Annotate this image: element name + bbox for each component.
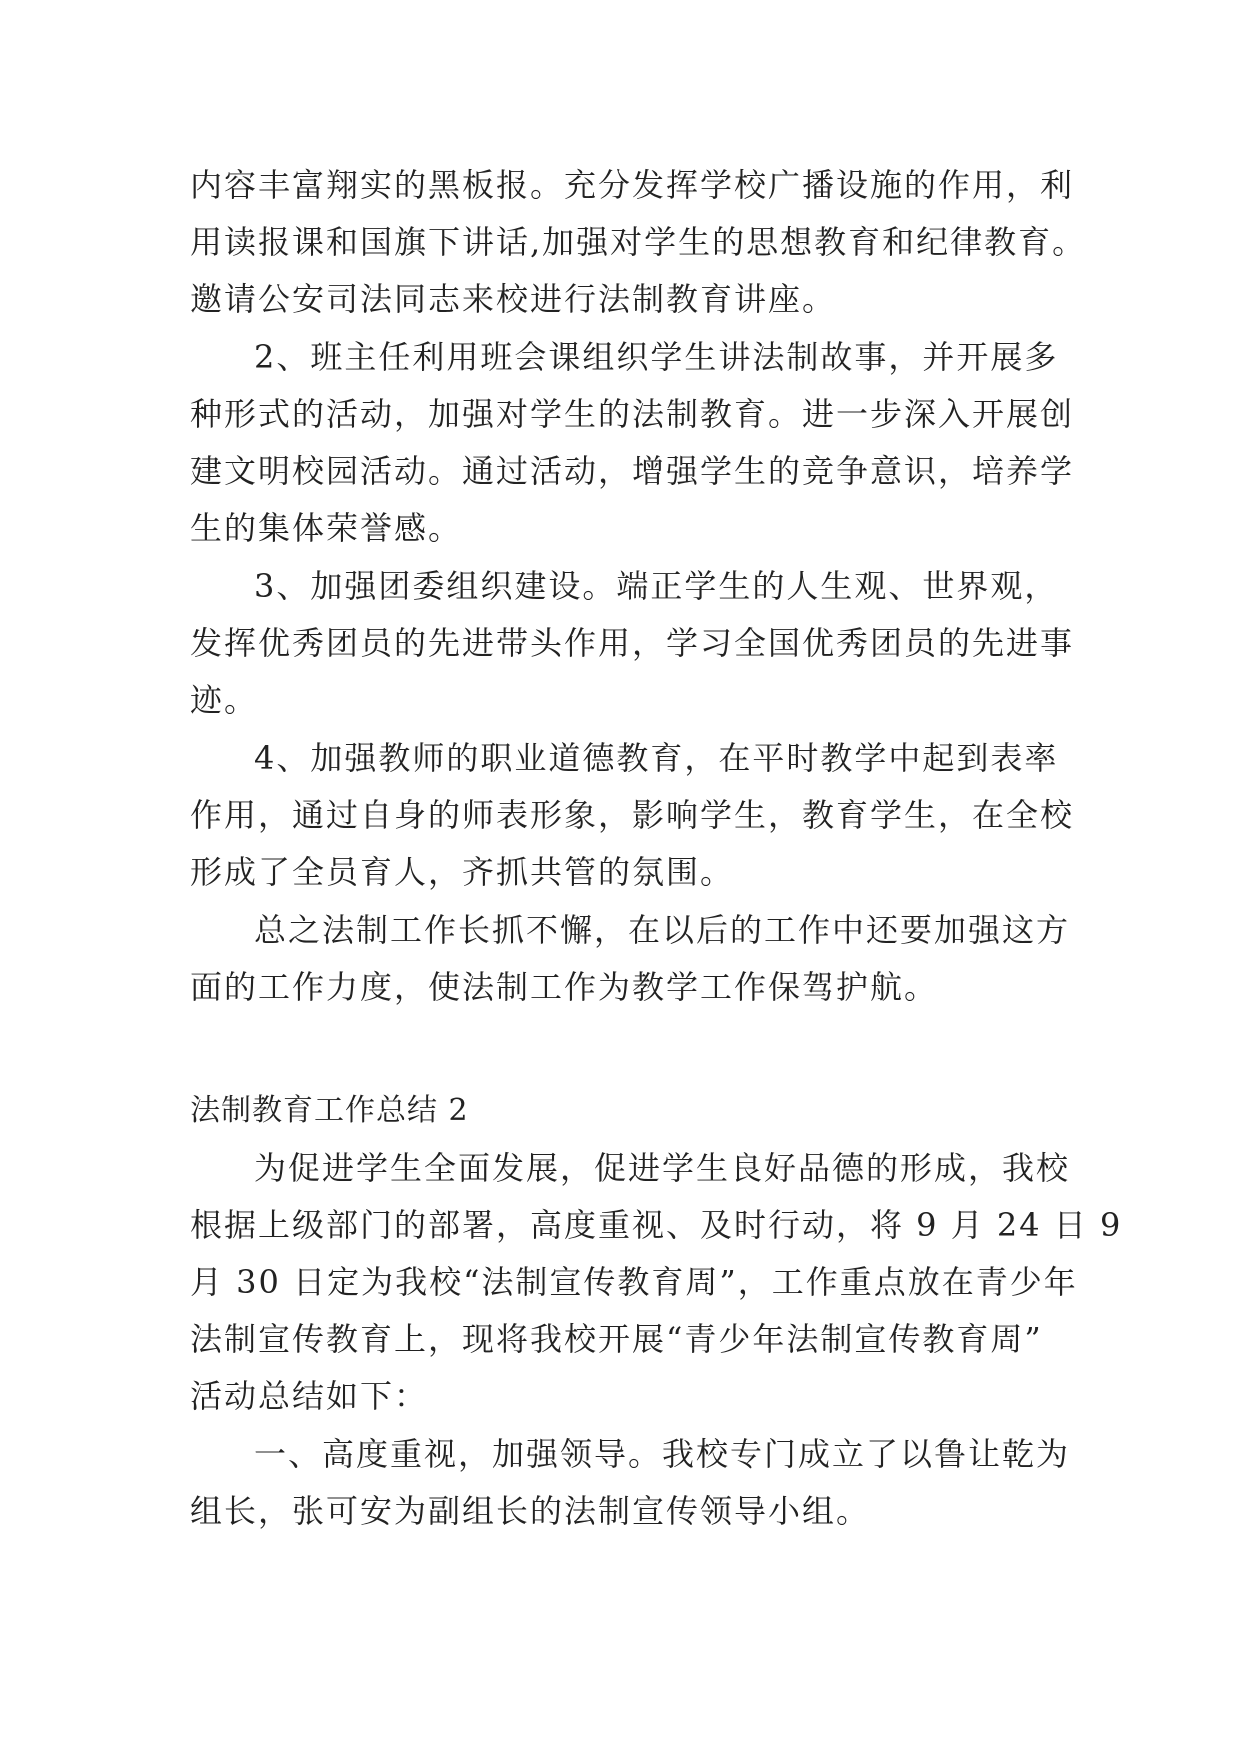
paragraph-line: 建文明校园活动。通过活动，增强学生的竞争意识，培养学 (190, 452, 1075, 490)
paragraph-line: 迹。 (190, 681, 259, 719)
paragraph-line: 作用，通过自身的师表形象，影响学生，教育学生，在全校 (190, 796, 1075, 834)
paragraph-line: 内容丰富翔实的黑板报。充分发挥学校广播设施的作用，利 (190, 166, 1075, 204)
paragraph-line: 2、班主任利用班会课组织学生讲法制故事，并开展多 (254, 338, 1059, 376)
paragraph-line: 邀请公安司法同志来校进行法制教育讲座。 (190, 280, 837, 318)
paragraph-line: 组长，张可安为副组长的法制宣传领导小组。 (190, 1492, 871, 1530)
paragraph-line: 发挥优秀团员的先进带头作用，学习全国优秀团员的先进事 (190, 624, 1075, 662)
paragraph-line: 一、高度重视，加强领导。我校专门成立了以鲁让乾为 (254, 1435, 1071, 1473)
paragraph-line: 面的工作力度，使法制工作为教学工作保驾护航。 (190, 968, 939, 1006)
paragraph-line: 形成了全员育人，齐抓共管的氛围。 (190, 853, 735, 891)
paragraph-line: 根据上级部门的部署，高度重视、及时行动，将 9 月 24 日 9 (190, 1206, 1123, 1244)
paragraph-line: 种形式的活动，加强对学生的法制教育。进一步深入开展创 (190, 395, 1075, 433)
paragraph-line: 法制宣传教育上，现将我校开展“青少年法制宣传教育周” (190, 1320, 1043, 1358)
paragraph-line: 月 30 日定为我校“法制宣传教育周”，工作重点放在青少年 (190, 1263, 1078, 1301)
paragraph-line: 活动总结如下： (190, 1377, 429, 1415)
paragraph-line: 生的集体荣誉感。 (190, 509, 463, 547)
paragraph-line: 为促进学生全面发展，促进学生良好品德的形成，我校 (254, 1149, 1071, 1187)
paragraph-line: 用读报课和国旗下讲话,加强对学生的思想教育和纪律教育。 (190, 223, 1087, 261)
paragraph-line: 4、加强教师的职业道德教育，在平时教学中起到表率 (254, 739, 1059, 777)
section-title: 法制教育工作总结 2 (190, 1093, 469, 1128)
paragraph-line: 3、加强团委组织建设。端正学生的人生观、世界观， (254, 567, 1059, 605)
paragraph-line: 总之法制工作长抓不懈，在以后的工作中还要加强这方 (254, 911, 1071, 949)
